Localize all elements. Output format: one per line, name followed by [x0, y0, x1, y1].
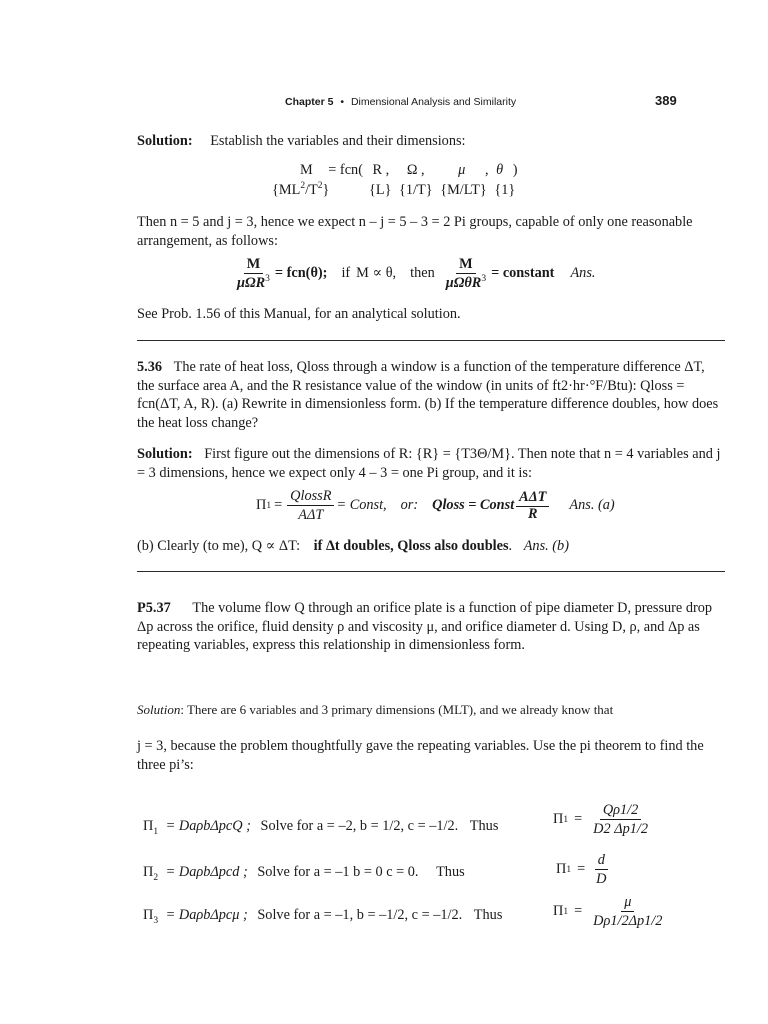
solution-label: Solution: [137, 446, 193, 462]
chapter-label: Chapter 5 [285, 96, 334, 108]
then-paragraph: Then n = 5 and j = 3, hence we expect n – j = 5 – 3 = 2 Pi groups, capable of only one reasonable arrangement, as follows: [137, 214, 693, 249]
fraction-pi2: $\frac{d}{D}$ [596, 852, 607, 887]
ans-a: Ans. (a) [569, 497, 615, 513]
problem-text: The volume flow Q through an orifice plate is a function of pipe diameter D, pressure drop Δp across the orifice, fluid density ρ and viscosity μ, and orifice diameter d. Using D, ρ, and Δp as repeating variables, express this relationship in dimensionless form. [137, 600, 713, 653]
divider-1 [137, 340, 725, 341]
comma: , [385, 162, 390, 178]
dim-mu: {M/LT} [440, 182, 487, 198]
pi3-equation: $\Pi_3 = Da\rho b\Delta pc\mu$ ; Solve for a = –1, b = –1/2, c = –1/2. Thus [143, 907, 503, 926]
problem-5-36 [137, 358, 725, 432]
dimensions-line: $\{ML^2/T^2\}$ {L} {1/T} {M/LT} {1} [272, 181, 516, 198]
divider-2 [137, 571, 725, 572]
fcn-close: ) [512, 162, 518, 178]
page-number: 389 [655, 93, 677, 108]
variables-line [300, 162, 517, 179]
pi2-equation: $\Pi_2 = Da\rho b\Delta pcd$ ; Solve for a = –1 b = 0 c = 0. Thus [143, 864, 465, 883]
fcn-open: = fcn( [328, 162, 363, 178]
qloss-equals-const: Qloss = Const [432, 497, 515, 513]
header-bullet: • [340, 96, 345, 108]
chapter-title: Dimensional Analysis and Similarity [350, 96, 517, 108]
solution-intro-line [137, 133, 466, 150]
dim-theta: {1} [494, 182, 516, 198]
dim-omega: {1/T} [399, 182, 433, 198]
or-label: or: [400, 497, 419, 513]
ans-b: Ans. (b) [523, 538, 569, 554]
ans-label: Ans. [570, 265, 596, 281]
pi-symbol: Π [256, 497, 267, 513]
solution-5-36 [137, 445, 725, 482]
solution-p5-37-line: Solution: There are 6 variables and 3 primary dimensions (MLT), and we already know that [137, 702, 614, 717]
fraction-pi3: $\frac{\mu}{D\rho 1/2\Delta p1/2}$ [593, 894, 663, 929]
problem-number: 5.36 [137, 359, 163, 375]
solution-text: First figure out the dimensions of R: {R} = {T3Θ/M}. Then note that n = 4 variables and j = 3 dimensions, hence we expect only 4 – 3 = one Pi group, and it is: [137, 446, 721, 481]
problem-p5-37 [137, 599, 725, 655]
var-R: R [372, 162, 383, 178]
fraction-M-over-muOmegaR3: $\frac{M}{\mu\Omega R^3}$ [237, 256, 270, 291]
problem-text: The rate of heat loss, Qloss through a window is a function of the temperature difference ΔT, the surface area A, and the R resistance value of the window (in units of ft2·hr·°F/Btu): Qloss = fcn(ΔT, A, R). (a) Rewrite in dimensionless form. (b) If the temperature difference doubles, how does the heat loss change? [137, 359, 719, 431]
var-M: M [300, 162, 313, 178]
fraction-Qloss-R-over-AdT: $\frac{\text{QlossR}}{\text{AΔT}}$ [287, 488, 334, 523]
comma: , [484, 162, 489, 178]
pi1-result: Π 1 = $\frac{Q\rho 1/2}{D2 \Delta p1/2}$ [553, 802, 653, 837]
dim-M: {ML [272, 182, 301, 198]
var-mu: μ [458, 162, 466, 178]
dim-R: {L} [368, 182, 392, 198]
pi-equation-5-36: Π 1 = $\frac{\text{QlossR}}{\text{AΔT}}$ = Const, or: Qloss = Const AΔT R Ans. (a) [256, 488, 615, 523]
fraction-pi1: $\frac{Q\rho 1/2}{D2 \Delta p1/2}$ [593, 802, 649, 837]
constant-text: = constant [491, 265, 555, 281]
running-header [285, 96, 516, 108]
pi3-result: Π 1 = $\frac{\mu}{D\rho 1/2\Delta p1/2}$ [553, 894, 667, 929]
const-label: = Const, [336, 497, 387, 513]
then-word: then [410, 265, 435, 281]
solution-intro-text: Establish the variables and their dimensions: [210, 133, 466, 149]
part-b-bold: if Δt doubles, Qloss also doubles [313, 538, 509, 554]
problem-number: P5.37 [137, 600, 171, 616]
fraction-AdT-over-R: AΔT R [516, 489, 549, 523]
comma: , [421, 162, 425, 178]
fraction-M-over-muOmegaThetaR3: $\frac{M}{\mu\Omega\theta R^3}$ [445, 256, 487, 291]
part-b-line: (b) Clearly (to me), Q ∝ ΔT: if Δt doubles, Qloss also doubles. Ans. (b) [137, 538, 569, 554]
solution-label: Solution [137, 702, 181, 717]
fcn-theta: = fcn(θ); [274, 265, 328, 281]
var-omega: Ω [406, 162, 418, 178]
j-paragraph: j = 3, because the problem thoughtfully gave the repeating variables. Use the pi theorem to find the three pi’s: [137, 738, 704, 773]
block1-equation [232, 256, 595, 291]
pi1-equation: $\Pi_1 = Da\rho b\Delta pcQ$ ; Solve for a = –2, b = 1/2, c = –1/2. Thus [143, 818, 499, 837]
proportional: M ∝ θ, [356, 265, 397, 281]
var-theta: θ [496, 162, 504, 178]
if-word: if [341, 265, 351, 281]
solution-label: Solution: [137, 133, 193, 149]
pi2-result: Π 1 = $\frac{d}{D}$ [556, 852, 611, 887]
see-problem-line: See Prob. 1.56 of this Manual, for an analytical solution. [137, 306, 461, 322]
